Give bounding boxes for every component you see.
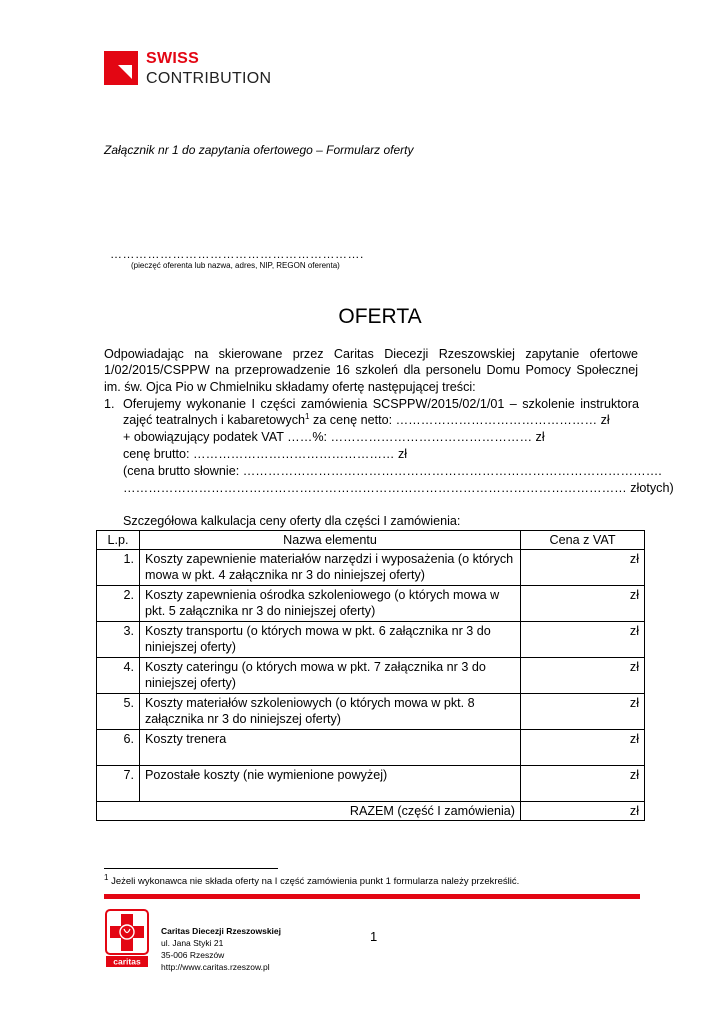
attachment-title: Załącznik nr 1 do zapytania ofertowego – Formularz oferty [104,143,414,157]
row-lp: 5. [97,694,140,730]
table-row [97,586,645,622]
footnote-separator [104,868,278,869]
vat-line: + obowiązujący podatek VAT ……%: ………………………………………… zł [123,430,545,444]
header-lp: L.p. [97,531,140,550]
table-row [97,658,645,694]
page-number: 1 [370,929,378,944]
row-name: Koszty zapewnienie materiałów narzędzi i wyposażenia (o których mowa w pkt. 4 załącznika nr 3 do niniejszej oferty) [140,550,521,586]
footnote-ref: 1 [305,412,310,422]
total-price[interactable]: zł [521,802,645,821]
row-price[interactable]: zł [521,730,645,766]
row-price[interactable]: zł [521,586,645,622]
table-row [97,550,645,586]
website-link[interactable]: http://www.caritas.rzeszow.pl [161,962,270,972]
contribution-logo-text: CONTRIBUTION [146,70,272,87]
header-price: Cena z VAT [521,531,645,550]
offer-title: OFERTA [338,305,422,328]
org-name: Caritas Diecezji Rzeszowskiej [161,926,282,936]
caritas-cross-icon [104,908,150,968]
footer-red-bar [104,894,640,899]
item1-net-price: za cenę netto: ………………………………………… zł [309,413,610,428]
footnote [104,872,520,887]
table-row [97,622,645,658]
row-name: Pozostałe koszty (nie wymienione powyżej) [140,766,521,802]
table-row [97,730,645,766]
table-row [97,766,645,802]
caritas-logo [104,908,150,968]
total-label: RAZEM (część I zamówienia) [97,802,521,821]
row-name: Koszty cateringu (o których mowa w pkt. 7 załącznika nr 3 do niniejszej oferty) [140,658,521,694]
row-name: Koszty transportu (o których mowa w pkt. 6 załącznika nr 3 do niniejszej oferty) [140,622,521,658]
row-price[interactable]: zł [521,766,645,802]
row-name: Koszty zapewnienia ośrodka szkoleniowego (o których mowa w pkt. 5 załącznika nr 3 do niniejszej oferty) [140,586,521,622]
price-calculation-table [96,530,645,821]
offer-title-wrapper [0,305,725,329]
swiss-contribution-logo-mark [104,51,138,85]
caritas-logo-text: caritas [113,956,141,967]
row-price[interactable]: zł [521,550,645,586]
row-lp: 2. [97,586,140,622]
row-lp: 6. [97,730,140,766]
row-lp: 4. [97,658,140,694]
row-lp: 1. [97,550,140,586]
footnote-number: 1 [104,872,109,882]
address-city: 35-006 Rzeszów [161,950,225,960]
swiss-logo-text: SWISS [146,50,200,67]
row-price[interactable]: zł [521,694,645,730]
header-name: Nazwa elementu [140,531,521,550]
footnote-text: Jeżeli wykonawca nie składa oferty na I część zamówienia punkt 1 formularza należy przekreślić. [108,876,520,887]
detail-heading: Szczegółowa kalkulacja ceny oferty dla części I zamówienia: [123,514,461,528]
row-name: Koszty materiałów szkoleniowych (o których mowa w pkt. 8 załącznika nr 3 do niniejszej oferty) [140,694,521,730]
address-street: ul. Jana Styki 21 [161,938,224,948]
gross-price-line: cenę brutto: ………………………………………… zł [123,447,408,461]
item1-text [123,396,639,429]
price-in-words-line1: (cena brutto słownie: ………………………………………………………………………………………. [123,464,662,478]
price-in-words-line2: ………………………………………………………………………………………………………… złotych) [123,481,674,495]
row-price[interactable]: zł [521,658,645,694]
row-name: Koszty trenera [140,730,521,766]
row-price[interactable]: zł [521,622,645,658]
table-header-row [97,531,645,550]
row-lp: 3. [97,622,140,658]
intro-paragraph: Odpowiadając na skierowane przez Caritas Diecezji Rzeszowskiej zapytanie ofertowe 1/02/2015/CSPPW na przeprowadzenie 16 szkoleń dla personelu Domu Pomocy Społecznej im. św. Ojca Pio w Chmielniku składamy ofertę następującej treści: [104,347,638,394]
table-total-row [97,802,645,821]
row-lp: 7. [97,766,140,802]
item1-number: 1. [104,397,115,411]
item1-text-main: Oferujemy wykonanie I części zamówienia SCSPPW/2015/02/1/01 – szkolenie instruktora zajęć teatralnych i kabaretowych [123,397,639,428]
table-row [97,694,645,730]
stamp-caption: (pieczęć oferenta lub nazwa, adres, NIP, REGON oferenta) [131,261,340,270]
stamp-placeholder-line: ……………………………………………………. [110,247,364,261]
